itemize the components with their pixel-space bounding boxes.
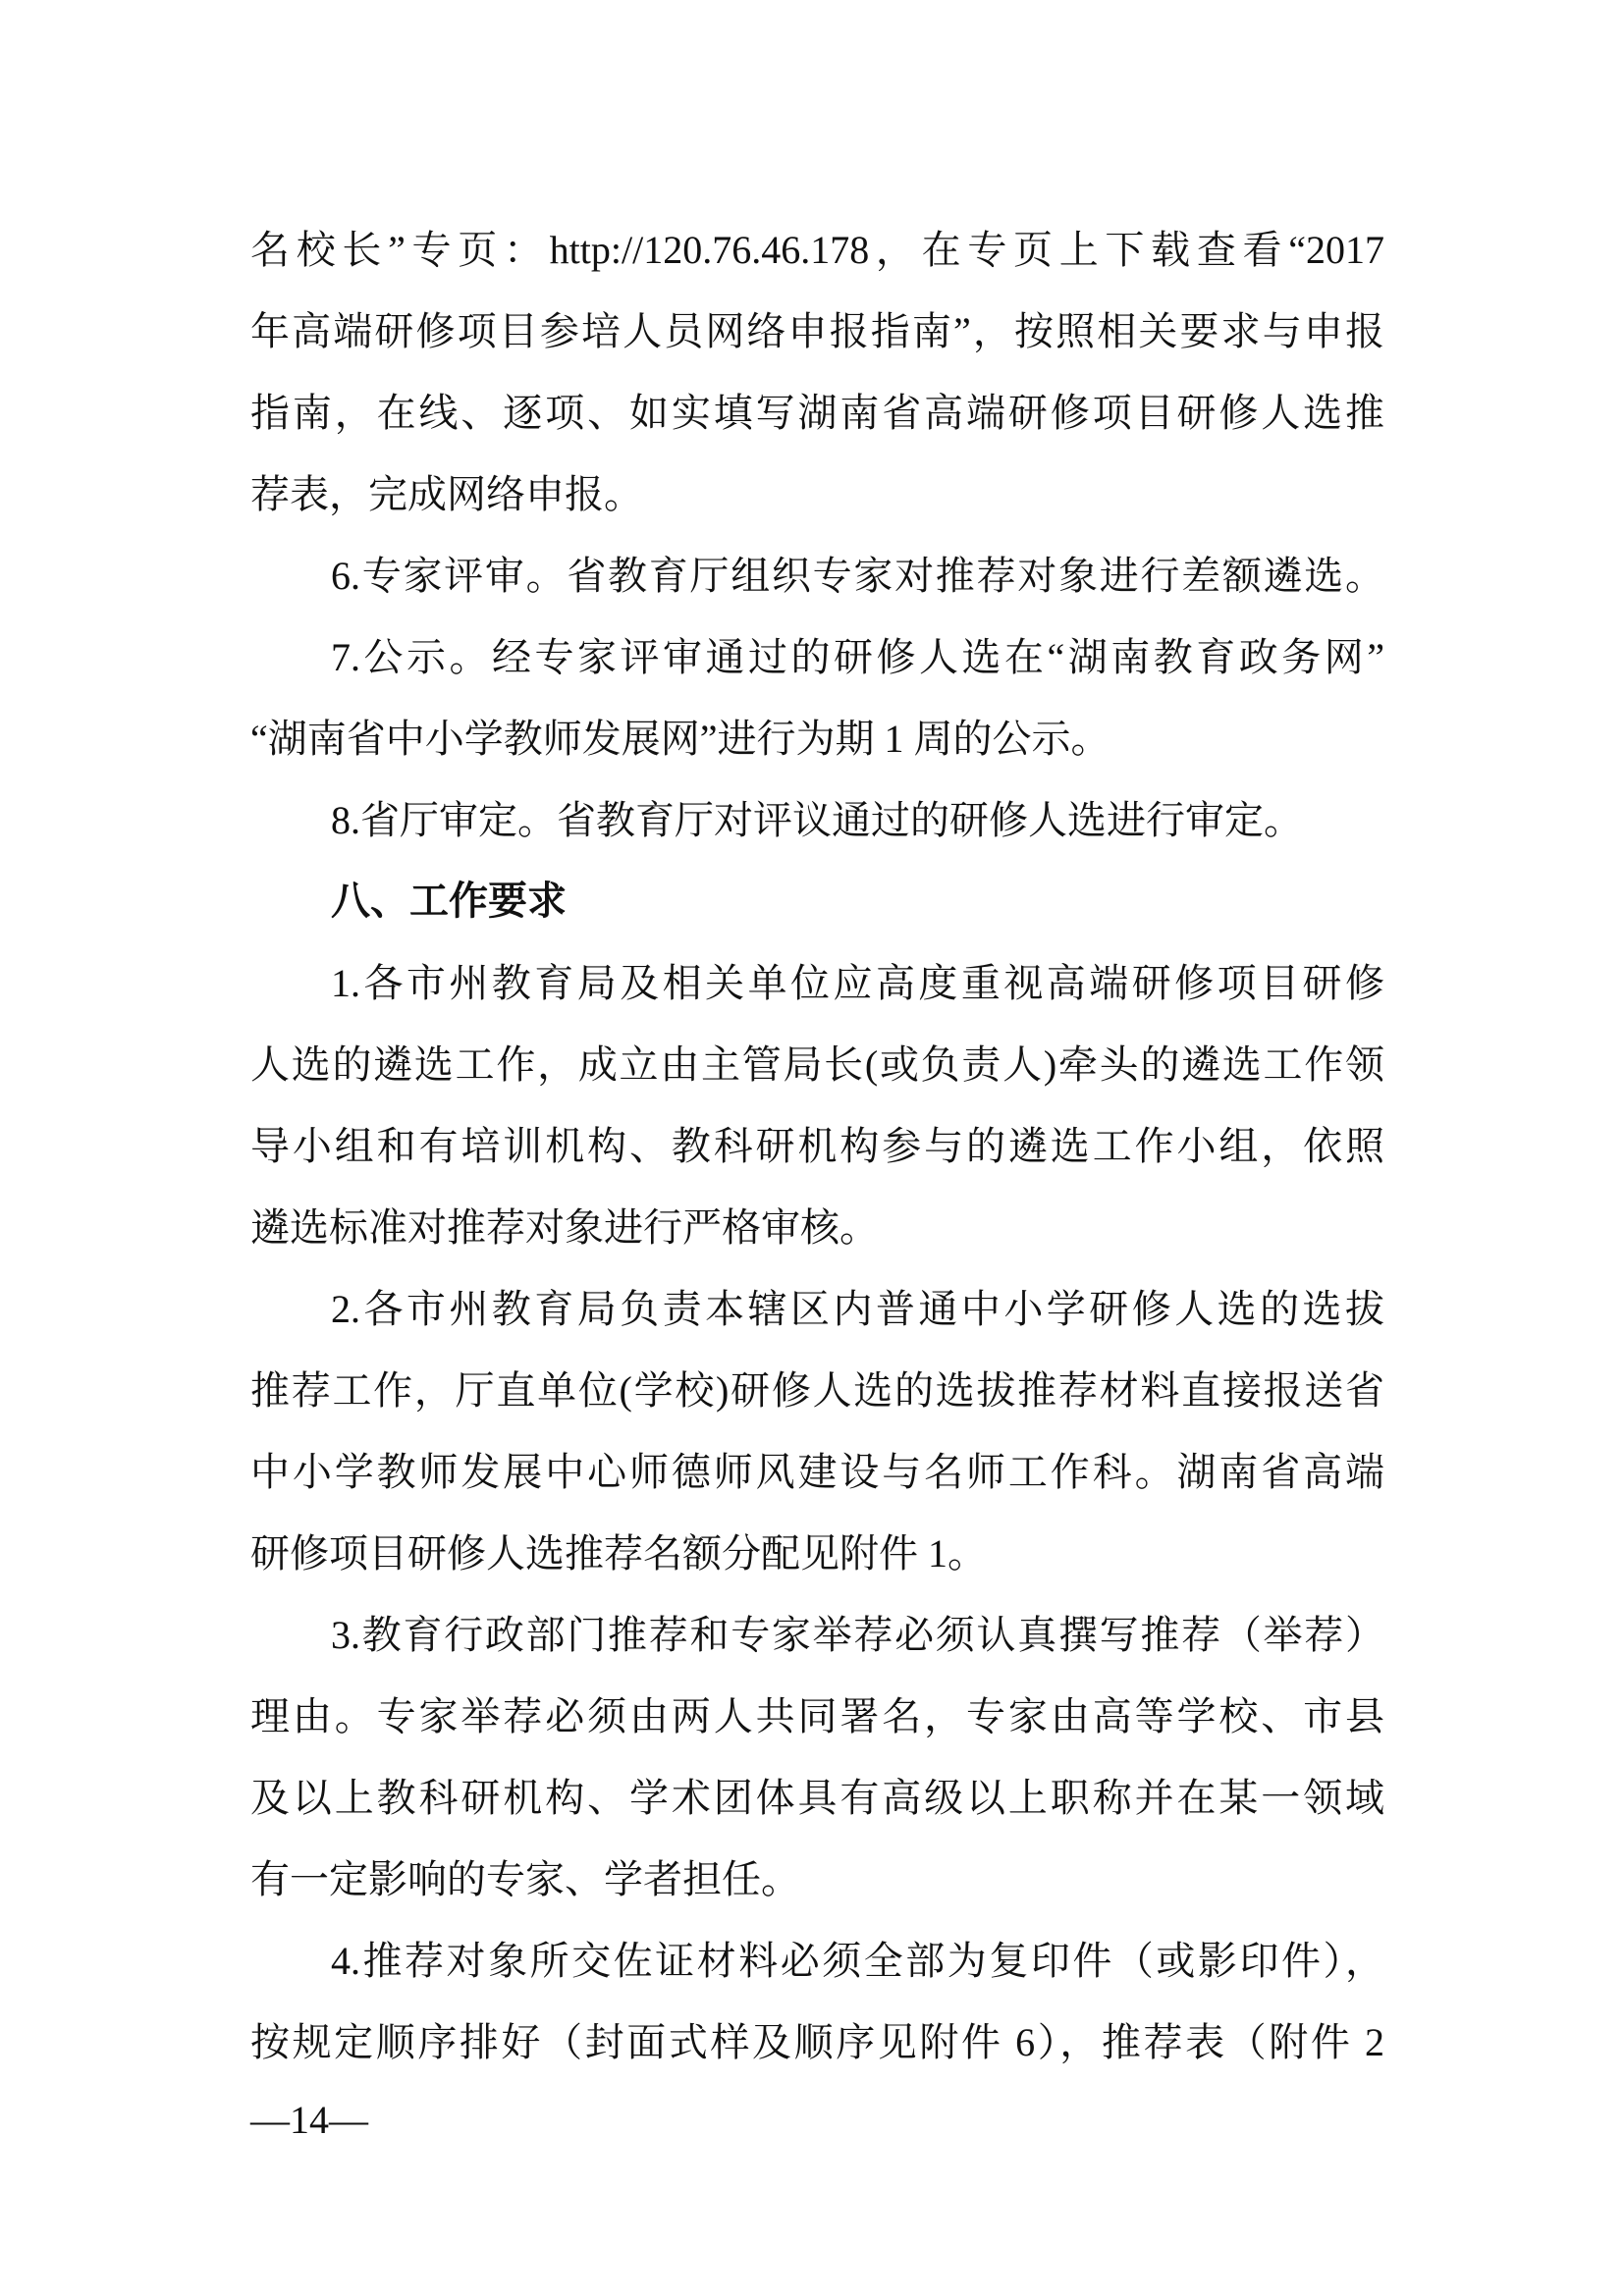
text-line: “湖南省中小学教师发展网”进行为期 1 周的公示。 <box>250 717 1110 761</box>
text-line: 4.推荐对象所交佐证材料必须全部为复印件（或影印件）， <box>331 1939 1384 1983</box>
paragraph <box>250 1594 1384 1920</box>
text-line: 人选的遴选工作，成立由主管局长(或负责人)牵头的遴选工作领 <box>250 1042 1384 1087</box>
text-line: 年高端研修项目参培人员网络申报指南”，按照相关要求与申报 <box>250 309 1384 353</box>
page-number: —14— <box>250 2098 368 2142</box>
text-line: 8.省厅审定。省教育厅对评议通过的研修人选进行审定。 <box>331 798 1303 842</box>
text-line: 按规定顺序排好（封面式样及顺序见附件 6），推荐表（附件 2 <box>250 2020 1384 2064</box>
text-line: 有一定影响的专家、学者担任。 <box>250 1857 800 1901</box>
paragraph <box>250 779 1384 861</box>
paragraph <box>250 942 1384 1268</box>
text-line: 导小组和有培训机构、教科研机构参与的遴选工作小组，依照 <box>250 1124 1384 1168</box>
text-line: 遴选标准对推荐对象进行严格审核。 <box>250 1205 879 1250</box>
text-line: 理由。专家举荐必须由两人共同署名，专家由高等学校、市县 <box>250 1694 1384 1738</box>
paragraph <box>250 535 1384 616</box>
text-line: 中小学教师发展中心师德师风建设与名师工作科。湖南省高端 <box>250 1450 1384 1494</box>
text-line: 推荐工作，厅直单位(学校)研修人选的选拔推荐材料直接报送省 <box>250 1368 1384 1413</box>
text-line: 指南，在线、逐项、如实填写湖南省高端研修项目研修人选推 <box>250 391 1384 435</box>
document-body <box>250 209 1384 2083</box>
text-line: 2.各市州教育局负责本辖区内普通中小学研修人选的选拔 <box>331 1287 1384 1331</box>
section-heading: 八、工作要求 <box>331 879 567 924</box>
text-line: 名校长”专页：http://120.76.46.178，在专页上下载查看“2017 <box>250 228 1384 272</box>
paragraph <box>250 616 1384 779</box>
paragraph <box>250 1268 1384 1594</box>
paragraph <box>250 209 1384 535</box>
text-line: 7.公示。经专家评审通过的研修人选在“湖南教育政务网” <box>331 635 1384 679</box>
text-line: 1.各市州教育局及相关单位应高度重视高端研修项目研修 <box>331 961 1384 1005</box>
paragraph <box>250 1920 1384 2083</box>
text-line: 荐表，完成网络申报。 <box>250 472 643 516</box>
text-line: 6.专家评审。省教育厅组织专家对推荐对象进行差额遴选。 <box>331 554 1384 598</box>
text-line: 3.教育行政部门推荐和专家举荐必须认真撰写推荐（举荐） <box>331 1613 1384 1657</box>
text-line: 研修项目研修人选推荐名额分配见附件 1。 <box>250 1531 987 1575</box>
text-line: 及以上教科研机构、学术团体具有高级以上职称并在某一领域 <box>250 1776 1384 1820</box>
